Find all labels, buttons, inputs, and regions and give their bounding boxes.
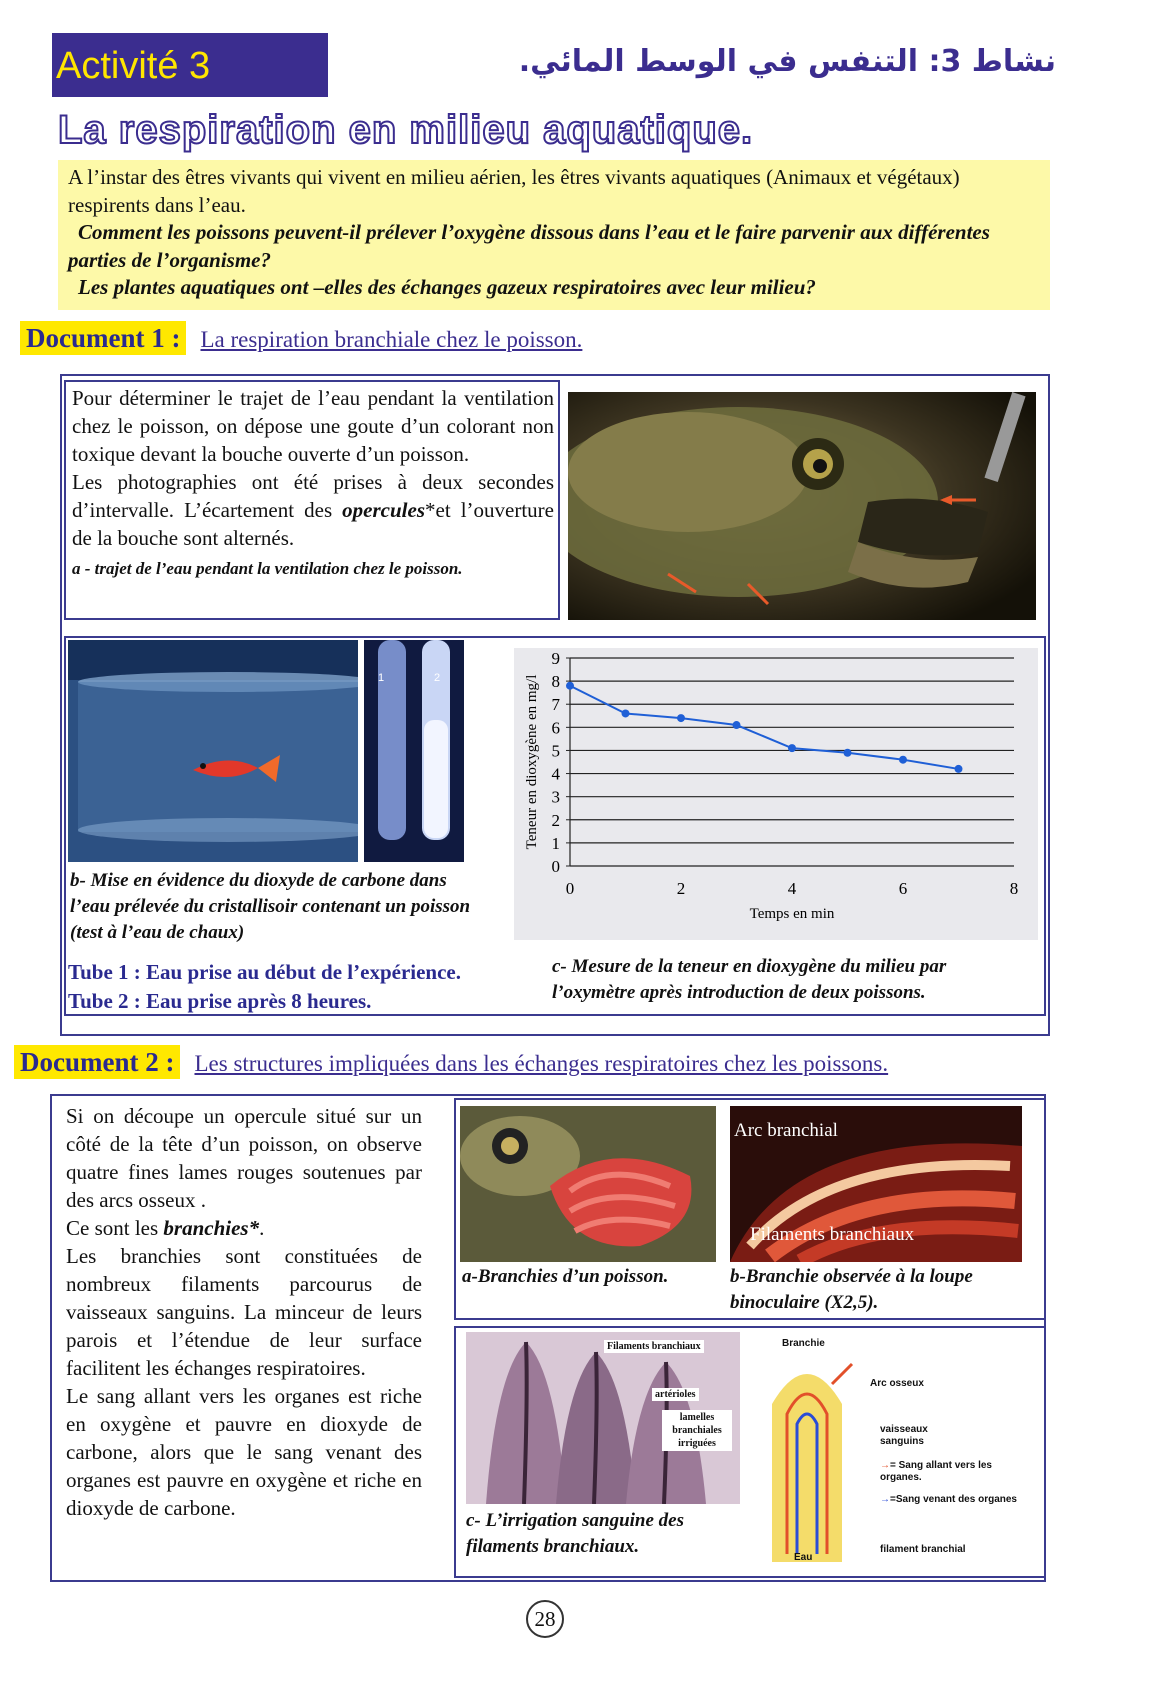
y-tick-label: 1 bbox=[551, 833, 560, 853]
diag-label-vaisseaux: vaisseaux sanguins bbox=[880, 1424, 928, 1447]
label-arc-branchial: Arc branchial bbox=[734, 1120, 838, 1141]
x-tick-label: 2 bbox=[676, 879, 686, 898]
intro-question-2: Les plantes aquatiques ont –elles des échanges gazeux respiratoires avec leur milieu? bbox=[78, 275, 816, 299]
data-point bbox=[788, 744, 796, 752]
arabic-title: نشاط 3: التنفس في الوسط المائي. bbox=[518, 44, 1056, 79]
diag-legend-blue: →=Sang venant des organes bbox=[880, 1494, 1017, 1505]
gill-diagram bbox=[752, 1344, 862, 1562]
doc1-tag: Document 1 : bbox=[20, 321, 186, 355]
doc2-a-caption: a-Branchies d’un poisson. bbox=[462, 1266, 669, 1287]
y-tick-label: 8 bbox=[551, 672, 560, 692]
diag-label-filament: filament branchial bbox=[880, 1544, 966, 1555]
doc2-heading bbox=[14, 1046, 888, 1078]
data-point bbox=[566, 682, 574, 690]
doc1-b-caption: b- Mise en évidence du dioxyde de carbone dans l’eau prélevée du cristallisoir contenant un poisson (test à l’eau de chaux) bbox=[70, 870, 471, 943]
x-axis-label: Temps en min bbox=[749, 906, 835, 922]
y-tick-label: 0 bbox=[551, 857, 560, 876]
tube-label-1: 1 bbox=[378, 672, 385, 684]
doc2-p4: Le sang allant vers les organes est riche en oxygène et pauvre en dioxyde de carbone, alors que le sang venant des organes est pauvre en oxygène et riche en dioxyde de carbone. bbox=[66, 1384, 422, 1520]
y-tick-label: 4 bbox=[551, 764, 560, 784]
doc1-a-text-frame bbox=[64, 380, 560, 620]
diag-label-arc: Arc osseux bbox=[870, 1378, 924, 1389]
x-tick-label: 8 bbox=[1009, 879, 1019, 898]
doc1-a-text-2: Les photographies ont été prises à deux secondes d’intervalle. L’écartement des opercules*et l’ouverture de la bouche sont alternés. bbox=[72, 470, 554, 550]
gills-photo bbox=[460, 1106, 716, 1262]
oxygen-chart-svg bbox=[514, 648, 1038, 940]
y-tick-label: 7 bbox=[551, 695, 560, 715]
doc2-p1: Si on découpe un opercule situé sur un côté de la tête d’un poisson, on observe quatre fines lames rouges soutenues par des arcs osseux . bbox=[66, 1104, 422, 1212]
doc1-a-text-1: Pour déterminer le trajet de l’eau pendant la ventilation chez le poisson, on dépose une goute d’un colorant non toxique devant la bouche ouverte d’un poisson. bbox=[72, 386, 554, 466]
tube1-caption: Tube 1 : Eau prise au début de l’expérience. bbox=[68, 960, 461, 984]
doc1-c-caption: c- Mesure de la teneur en dioxygène du milieu par l’oxymètre après introduction de deux poissons. bbox=[552, 956, 947, 1003]
data-point bbox=[677, 714, 685, 722]
tube2-caption: Tube 2 : Eau prise après 8 heures. bbox=[68, 989, 372, 1013]
data-point bbox=[899, 756, 907, 764]
micro-label-arterioles: artérioles bbox=[652, 1388, 699, 1401]
doc2-p2: Ce sont les branchies*. bbox=[66, 1216, 265, 1240]
data-point bbox=[844, 749, 852, 757]
fishbowl-photo bbox=[68, 640, 358, 862]
doc1-title: La respiration branchiale chez le poisson. bbox=[200, 327, 583, 352]
doc2-title: Les structures impliquées dans les échanges respiratoires chez les poissons. bbox=[194, 1051, 889, 1076]
diag-label-eau: Eau bbox=[794, 1552, 813, 1563]
y-tick-label: 5 bbox=[551, 741, 560, 761]
doc2-p3: Les branchies sont constituées de nombreux filaments parcourus de vaisseaux sanguins. La minceur de leurs parois et l’étendue de leur surface facilitent les échanges respiratoires. bbox=[66, 1244, 422, 1380]
oxygen-chart bbox=[514, 648, 1038, 940]
data-point bbox=[733, 721, 741, 729]
diag-legend-red: →= Sang allant vers les organes. bbox=[880, 1460, 992, 1483]
y-tick-label: 6 bbox=[551, 718, 560, 738]
y-axis-label: Teneur en dioxygène en mg/l bbox=[524, 674, 540, 850]
doc1-a-caption: a - trajet de l’eau pendant la ventilation chez le poisson. bbox=[72, 559, 463, 578]
x-tick-label: 6 bbox=[898, 879, 908, 898]
y-tick-label: 2 bbox=[551, 810, 560, 830]
y-tick-label: 9 bbox=[551, 649, 560, 668]
y-tick-label: 3 bbox=[551, 787, 560, 807]
fish-head-photo bbox=[568, 392, 1036, 620]
tube-label-2: 2 bbox=[434, 672, 441, 684]
page-number: 28 bbox=[526, 1600, 564, 1638]
doc2-text bbox=[66, 1102, 422, 1522]
doc2-c-caption: c- L’irrigation sanguine des filaments branchiaux. bbox=[466, 1510, 684, 1557]
intro-question-1: Comment les poissons peuvent-il prélever l’oxygène dissous dans l’eau et le faire parvenir aux différentes parties de l’organisme? bbox=[68, 220, 990, 272]
x-tick-label: 0 bbox=[565, 879, 575, 898]
data-point bbox=[955, 765, 963, 773]
intro-text: A l’instar des êtres vivants qui vivent en milieu aérien, les êtres vivants aquatiques (Animaux et végétaux) respirents dans l’eau. bbox=[68, 165, 960, 217]
doc2-tag: Document 2 : bbox=[14, 1045, 180, 1079]
diag-label-branchie: Branchie bbox=[782, 1338, 825, 1349]
micro-label-lamelles: lamelles branchiales irriguées bbox=[662, 1410, 732, 1451]
page-subtitle: La respiration en milieu aquatique. bbox=[58, 108, 754, 152]
label-filaments-branchiaux: Filaments branchiaux bbox=[750, 1224, 915, 1245]
doc1-heading bbox=[20, 322, 582, 354]
intro-box bbox=[58, 160, 1050, 310]
x-tick-label: 4 bbox=[787, 879, 797, 898]
activity-label: Activité 3 bbox=[56, 45, 211, 87]
data-point bbox=[622, 709, 630, 717]
doc2-b-caption: b-Branchie observée à la loupe binoculaire (X2,5). bbox=[730, 1266, 973, 1313]
micro-label-filaments: Filaments branchiaux bbox=[604, 1340, 704, 1353]
